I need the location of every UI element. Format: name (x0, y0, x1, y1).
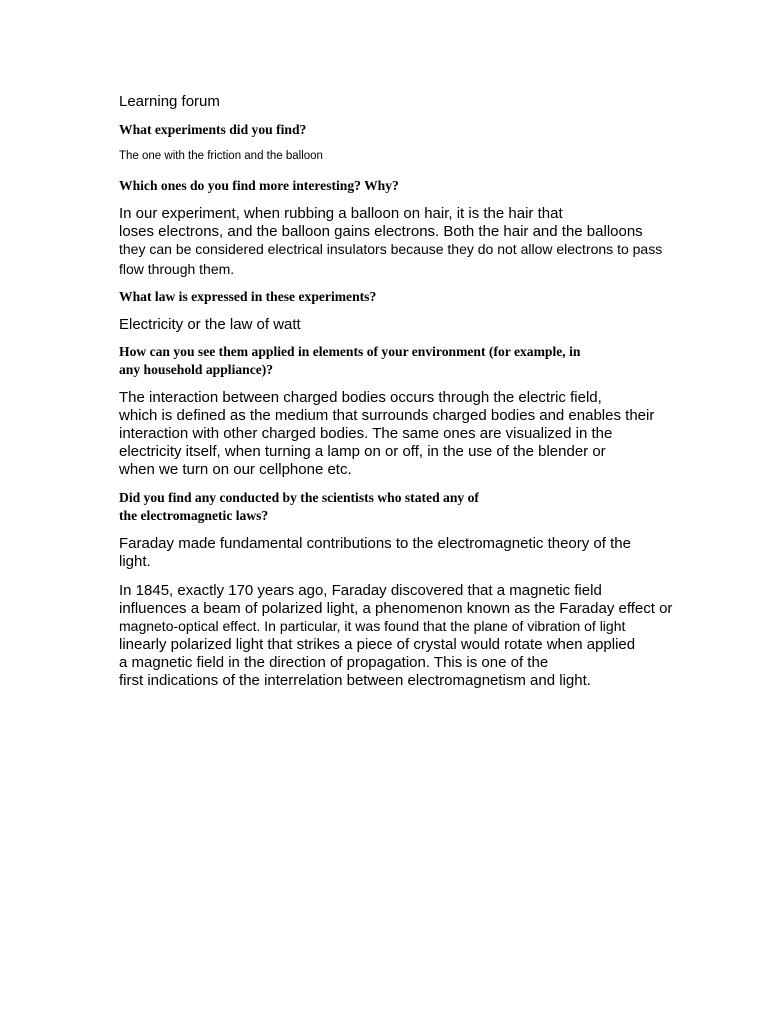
page-title: Learning forum (119, 93, 220, 110)
question-4-line-1: How can you see them applied in elements of your environment (for example, in (119, 344, 581, 359)
question-2: Which ones do you find more interesting? Why? (119, 178, 399, 193)
answer-4-line-5: when we turn on our cellphone etc. (119, 461, 352, 478)
question-5-line-2: the electromagnetic laws? (119, 508, 269, 523)
answer-5b-line-3: magneto-optical effect. In particular, it was found that the plane of vibration of light (119, 618, 626, 634)
answer-1: The one with the friction and the balloon (119, 150, 323, 162)
answer-5a-line-2: light. (119, 553, 151, 570)
answer-4-line-1: The interaction between charged bodies occurs through the electric field, (119, 389, 602, 406)
answer-5b-line-1: In 1845, exactly 170 years ago, Faraday discovered that a magnetic field (119, 582, 602, 599)
answer-5b-line-6: first indications of the interrelation between electromagnetism and light. (119, 672, 591, 689)
answer-2-line-2: loses electrons, and the balloon gains electrons. Both the hair and the balloons (119, 223, 643, 240)
answer-2-line-4: flow through them. (119, 261, 235, 277)
answer-3: Electricity or the law of watt (119, 316, 301, 333)
answer-4-line-3: interaction with other charged bodies. The same ones are visualized in the (119, 425, 613, 442)
answer-5b-line-2: influences a beam of polarized light, a phenomenon known as the Faraday effect or (119, 600, 673, 617)
question-1: What experiments did you find? (119, 122, 307, 137)
answer-2-line-1: In our experiment, when rubbing a balloon on hair, it is the hair that (119, 205, 563, 222)
question-4-line-2: any household appliance)? (119, 362, 274, 377)
answer-2-line-3: they can be considered electrical insulators because they do not allow electrons to pass (119, 241, 663, 257)
answer-4-line-4: electricity itself, when turning a lamp on or off, in the use of the blender or (119, 443, 606, 460)
answer-5a-line-1: Faraday made fundamental contributions to the electromagnetic theory of the (119, 535, 631, 552)
answer-4-line-2: which is defined as the medium that surrounds charged bodies and enables their (119, 407, 655, 424)
answer-5b-line-5: a magnetic field in the direction of propagation. This is one of the (119, 654, 549, 671)
answer-5b-line-4: linearly polarized light that strikes a piece of crystal would rotate when applied (119, 636, 636, 653)
question-5-line-1: Did you find any conducted by the scientists who stated any of (119, 490, 479, 505)
question-3: What law is expressed in these experiments? (119, 289, 377, 304)
